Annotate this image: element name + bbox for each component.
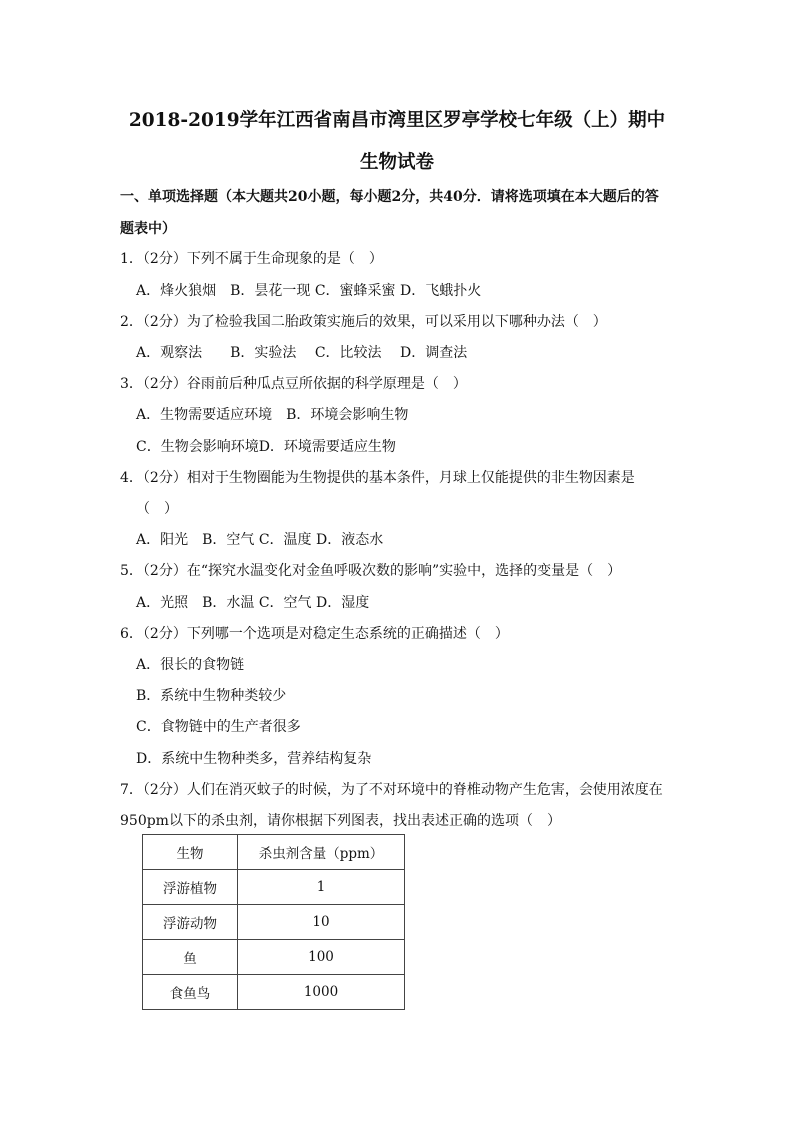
table-row <box>143 870 405 905</box>
question-4-stem: 4．（2分）相对于生物圈能为生物提供的基本条件，月球上仅能提供的非生物因素是 <box>120 470 635 486</box>
question-6-option-c: C．食物链中的生产者很多 <box>136 719 301 735</box>
section-heading <box>120 181 680 245</box>
question-3-options-row-2: C．生物会影响环境D．环境需要适应生物 <box>136 439 396 455</box>
table-header-cell: 杀虫剂含量（ppm） <box>238 835 405 870</box>
question-2-options: A．观察法 B．实验法 C．比较法 D．调查法 <box>136 345 468 361</box>
question-6-option-a: A．很长的食物链 <box>136 657 245 673</box>
table-cell: 浮游植物 <box>143 870 238 905</box>
question-4-options: A．阳光 B．空气 C．温度 D．液态水 <box>136 532 384 548</box>
question-4-stem-cont: （ ） <box>136 501 178 517</box>
table-cell: 100 <box>238 940 405 975</box>
table-row <box>143 905 405 940</box>
table-row <box>143 975 405 1010</box>
table-cell: 1 <box>238 870 405 905</box>
table-cell: 鱼 <box>143 940 238 975</box>
table-row <box>143 940 405 975</box>
question-6-option-d: D．系统中生物种类多，营养结构复杂 <box>136 751 372 767</box>
table-header-row <box>143 835 405 870</box>
table-header-cell: 生物 <box>143 835 238 870</box>
question-6-stem: 6．（2分）下列哪一个选项是对稳定生态系统的正确描述（ ） <box>120 626 509 642</box>
exam-title-line-1: 2018-2019学年江西省南昌市湾里区罗亭学校七年级（上）期中 <box>128 110 666 131</box>
exam-title-line-2: 生物试卷 <box>359 152 434 173</box>
table-cell: 1000 <box>238 975 405 1010</box>
question-7-stem: 7．（2分）人们在消灭蚊子的时候，为了不对环境中的脊椎动物产生危害，会使用浓度在 <box>120 782 663 798</box>
table-cell: 10 <box>238 905 405 940</box>
question-6-option-b: B．系统中生物种类较少 <box>136 688 287 704</box>
table-cell: 食鱼鸟 <box>143 975 238 1010</box>
question-2-stem: 2．（2分）为了检验我国二胎政策实施后的效果，可以采用以下哪种办法（ ） <box>120 314 607 330</box>
question-5-stem: 5．（2分）在“探究水温变化对金鱼呼吸次数的影响”实验中，选择的变量是（ ） <box>120 563 622 579</box>
table-cell: 浮游动物 <box>143 905 238 940</box>
question-5-options: A．光照 B．水温 C．空气 D．湿度 <box>136 595 370 611</box>
section-heading-line-1: 一、单项选择题（本大题共20小题，每小题2分，共40分．请将选项填在本大题后的答 <box>120 189 659 205</box>
question-3-options-row-1: A．生物需要适应环境 B．环境会影响生物 <box>136 407 409 423</box>
question-1-stem: 1．（2分）下列不属于生命现象的是（ ） <box>120 251 383 267</box>
section-heading-line-2: 题表中） <box>120 221 176 237</box>
question-3-stem: 3．（2分）谷雨前后种瓜点豆所依据的科学原理是（ ） <box>120 376 467 392</box>
question-1-options: A．烽火狼烟 B．昙花一现 C．蜜蜂采蜜 D．飞蛾扑火 <box>136 283 482 299</box>
pesticide-table <box>142 834 405 1010</box>
question-7-stem-cont: 950pm以下的杀虫剂，请你根据下列图表，找出表述正确的选项（ ） <box>120 813 561 829</box>
